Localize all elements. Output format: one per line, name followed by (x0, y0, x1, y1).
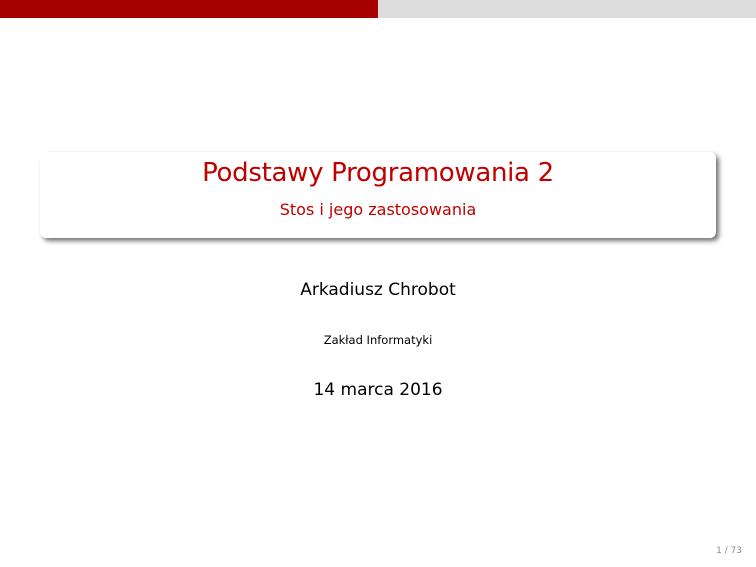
slide-title: Podstawy Programowania 2 (202, 158, 554, 188)
page-number: 1 / 73 (716, 546, 742, 556)
progress-bar-track (0, 0, 756, 18)
presentation-date: 14 marca 2016 (313, 380, 443, 400)
progress-bar-fill (0, 0, 378, 18)
institute-name: Zakład Informatyki (323, 333, 433, 347)
author-name: Arkadiusz Chrobot (300, 280, 456, 300)
slide-subtitle: Stos i jego zastosowania (279, 200, 477, 219)
